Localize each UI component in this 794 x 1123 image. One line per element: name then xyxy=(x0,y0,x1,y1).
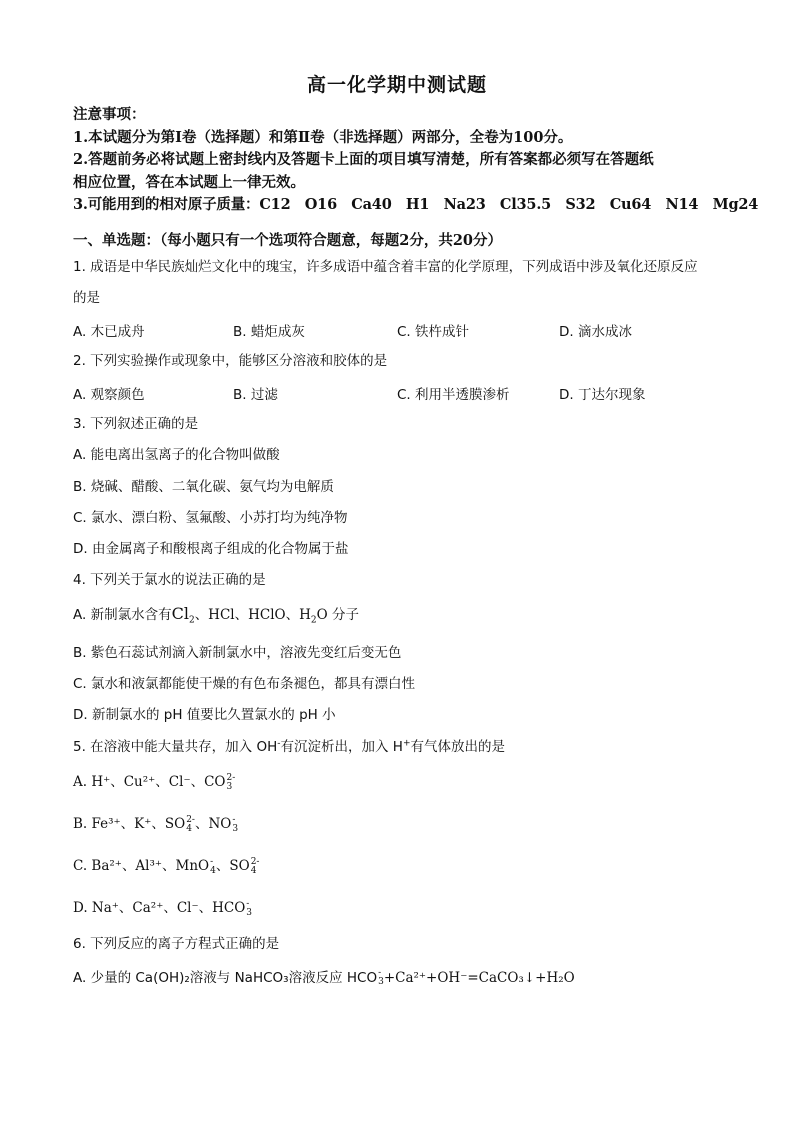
q6-a-ion-charge: - xyxy=(378,968,382,978)
q6-a-rest: +Ca²⁺+OH⁻=CaCO₃↓+H₂O xyxy=(383,970,575,986)
q5-d-ion xyxy=(246,900,252,918)
q2-option-c: C. 利用半透膜渗析 xyxy=(397,387,510,403)
q1-option-a: A. 木已成舟 xyxy=(73,324,145,340)
q4-a-cl2-sub: 2 xyxy=(188,615,195,626)
q5-c-ion-count: 4 xyxy=(210,865,216,876)
question-1-stem-b: 的是 xyxy=(73,290,100,306)
q1-option-d: D. 滴水成冰 xyxy=(559,324,632,340)
q6-a-ion-count: 3 xyxy=(378,977,384,987)
q5-stem-mid: 有沉淀析出，加入 H xyxy=(280,739,403,755)
page-title: 高一化学期中测试题 xyxy=(306,74,487,96)
q5-stem-pre: 5. 在溶液中能大量共存，加入 OH xyxy=(73,739,278,755)
q5-b-text: B. Fe³⁺、K⁺、SO xyxy=(73,816,186,832)
q4-a-prefix: A. 新制氯水含有 xyxy=(73,607,172,623)
q5-stem-sup1: - xyxy=(277,738,281,749)
q5-c-text: C. Ba²⁺、Al³⁺、MnO xyxy=(73,858,210,874)
question-1-stem-a: 1. 成语是中华民族灿烂文化中的瑰宝，许多成语中蕴含着丰富的化学原理，下列成语中涉及氧化还原反应 xyxy=(73,259,698,275)
q4-a-cl2: Cl xyxy=(171,604,189,623)
note-line-1: 1.本试题分为第Ⅰ卷（选择题）和第Ⅱ卷（非选择题）两部分，全卷为100分。 xyxy=(73,128,573,146)
q5-b-ion2-charge: - xyxy=(232,814,236,825)
q5-option-b xyxy=(73,814,238,834)
q2-option-a: A. 观察颜色 xyxy=(73,387,145,403)
q5-option-c xyxy=(73,856,259,876)
q3-option-b: B. 烧碱、醋酸、二氧化碳、氨气均为电解质 xyxy=(73,479,334,495)
q4-a-rest2: O 分子 xyxy=(316,607,359,623)
q5-c-ion2-charge: 2- xyxy=(250,856,260,867)
q5-b-rest: 、NO xyxy=(194,816,232,832)
q4-option-a xyxy=(73,604,359,625)
q3-option-d: D. 由金属离子和酸根离子组成的化合物属于盐 xyxy=(73,541,349,557)
q5-c-ion-charge: - xyxy=(210,856,214,867)
q3-option-c: C. 氯水、漂白粉、氢氟酸、小苏打均为纯净物 xyxy=(73,510,348,526)
q5-stem-sup2: + xyxy=(402,738,411,749)
note-line-2a: 2.答题前务必将试题上密封线内及答题卡上面的项目填写清楚，所有答案都必须写在答题纸 xyxy=(73,151,654,168)
question-2-stem: 2. 下列实验操作或现象中，能够区分溶液和胶体的是 xyxy=(73,353,388,369)
q1-option-b: B. 蜡炬成灰 xyxy=(233,324,305,340)
q5-option-d xyxy=(73,898,252,918)
q5-stem-post: 有气体放出的是 xyxy=(410,739,505,755)
note-line-3: 3.可能用到的相对原子质量：C12 O16 Ca40 H1 Na23 Cl35.5 S32 Cu64 N14 Mg24 xyxy=(73,196,759,213)
q3-option-a: A. 能电离出氢离子的化合物叫做酸 xyxy=(73,447,280,463)
q5-c-rest: 、SO xyxy=(215,858,250,874)
q5-b-ion2-count: 3 xyxy=(232,823,239,834)
q6-a-text: A. 少量的 Ca(OH)₂溶液与 NaHCO₃溶液反应 HCO xyxy=(73,970,378,986)
q5-b-ion xyxy=(186,816,195,834)
q5-a-ion-charge: 2- xyxy=(226,772,236,783)
q5-d-text: D. Na⁺、Ca²⁺、Cl⁻、HCO xyxy=(73,900,246,916)
q5-b-ion-charge: 2- xyxy=(186,814,195,825)
q6-option-a xyxy=(73,968,575,988)
q4-option-c: C. 氯水和液氯都能使干燥的有色布条褪色，都具有漂白性 xyxy=(73,676,416,692)
notes-block xyxy=(73,104,759,217)
q5-c-ion2-count: 4 xyxy=(250,865,257,876)
q2-option-b: B. 过滤 xyxy=(233,387,278,403)
q5-a-text: A. H⁺、Cu²⁺、Cl⁻、CO xyxy=(73,774,226,790)
question-4-stem: 4. 下列关于氯水的说法正确的是 xyxy=(73,572,266,588)
q1-option-c: C. 铁杵成针 xyxy=(397,324,470,340)
q5-option-a xyxy=(73,772,235,792)
q4-option-b: B. 紫色石蕊试剂滴入新制氯水中，溶液先变红后变无色 xyxy=(73,645,402,661)
q5-c-ion2 xyxy=(251,858,260,876)
note-line-2b: 相应位置，答在本试题上一律无效。 xyxy=(73,173,305,191)
section-heading: 一、单选题：（每小题只有一个选项符合题意，每题2分，共20分） xyxy=(73,232,503,249)
q5-b-ion2 xyxy=(232,816,238,834)
q5-d-ion-charge: - xyxy=(246,898,250,909)
q2-option-d: D. 丁达尔现象 xyxy=(559,387,646,403)
question-6-stem: 6. 下列反应的离子方程式正确的是 xyxy=(73,936,280,952)
q4-a-rest1: 、HCl、HClO、H xyxy=(194,607,311,623)
q5-a-ion-count: 3 xyxy=(226,781,233,792)
q5-d-ion-count: 3 xyxy=(246,907,253,918)
q4-a-h2o-sub: 2 xyxy=(310,615,317,626)
question-3-stem: 3. 下列叙述正确的是 xyxy=(73,416,199,432)
notes-heading: 注意事项： xyxy=(73,106,146,123)
q5-a-ion xyxy=(226,774,235,792)
q4-option-d: D. 新制氯水的 pH 值要比久置氯水的 pH 小 xyxy=(73,707,336,723)
q5-b-ion-count: 4 xyxy=(186,823,192,834)
question-5-stem xyxy=(73,737,505,757)
